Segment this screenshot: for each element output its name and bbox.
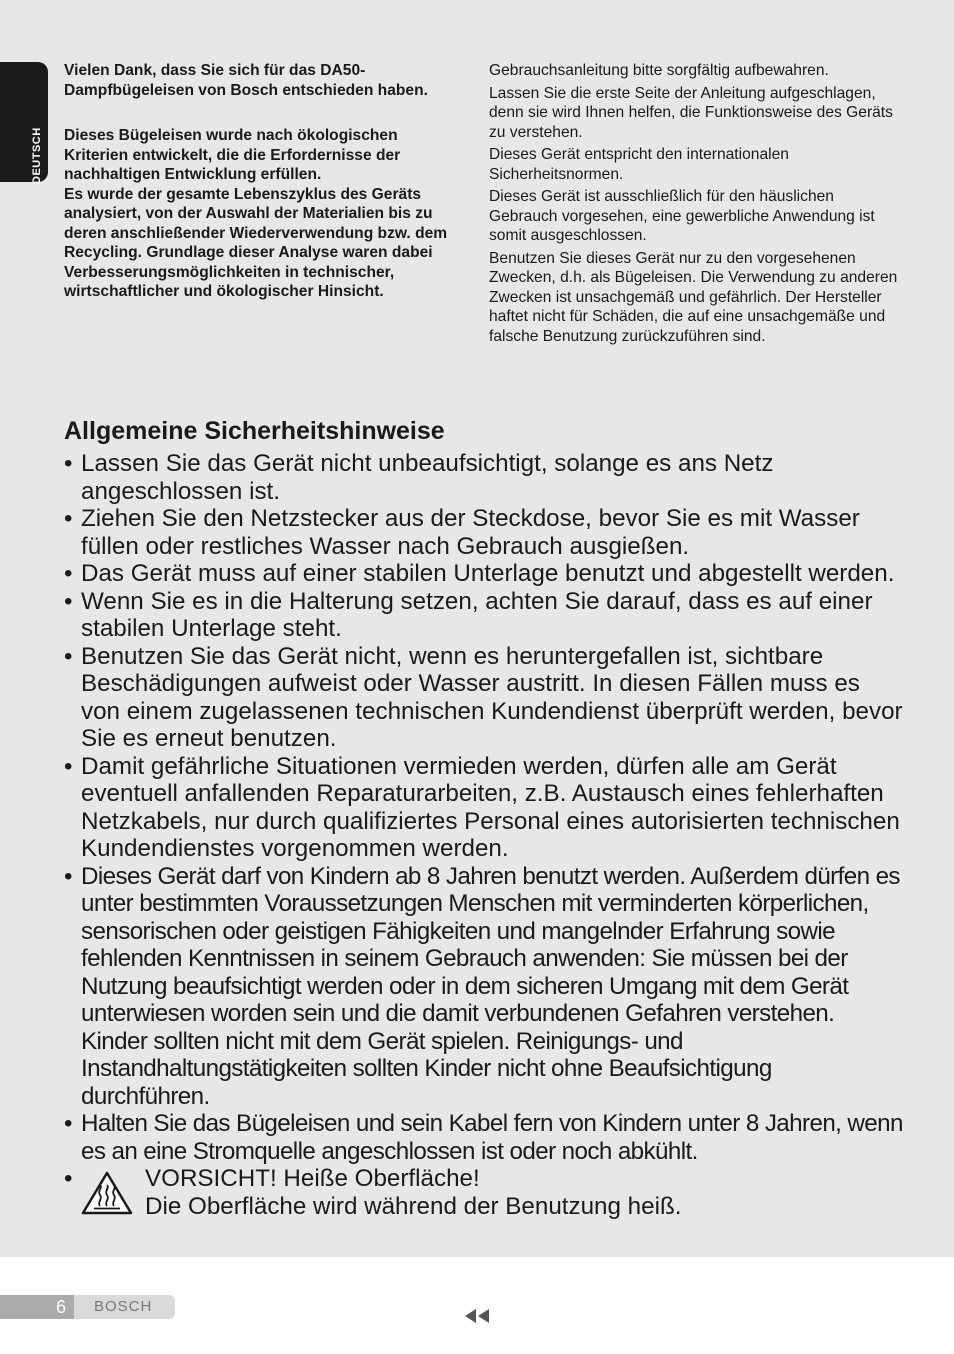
- caution-heading: • VORSICHT! Heiße Oberfläche!: [145, 1165, 480, 1192]
- safety-item: • Damit gefährliche Situationen vermieden werden, dürfen alle am Gerät eventuell anfallenden Reparaturarbeiten, z.B. Austausch eines fehlerhaften Netzkabels, nur durch qualifiziertes Personal eines autorisierten technischen Kundendienstes vorgenommen werden.: [64, 753, 904, 863]
- caution-item: [64, 1165, 904, 1220]
- intro-right-paragraph: Benutzen Sie dieses Gerät nur zu den vorgesehenen Zwecken, d.h. als Bügeleisen. Die Verwendung zu anderen Zwecken ist unsachgemäß und gefährlich. Der Hersteller haftet nicht für Schäden, die auf eine unsachgemäße und falsche Benutzung zurückzuführen sind.: [489, 249, 898, 345]
- page-number: 6: [0, 1295, 74, 1319]
- safety-item: • Lassen Sie das Gerät nicht unbeaufsichtigt, solange es ans Netz angeschlossen ist.: [64, 450, 904, 505]
- language-tab: [0, 62, 48, 182]
- intro-right-paragraph: Dieses Gerät ist ausschließlich für den häuslichen Gebrauch vorgesehen, eine gewerbliche Anwendung ist somit ausgeschlossen.: [489, 188, 875, 244]
- language-tab-label: DEUTSCH: [31, 127, 43, 184]
- safety-item: • Halten Sie das Bügeleisen und sein Kabel fern von Kindern unter 8 Jahren, wenn es an eine Stromquelle angeschlossen ist oder noch abkühlt.: [64, 1110, 904, 1165]
- safety-list: [64, 450, 904, 1220]
- intro-left-column: [64, 61, 464, 302]
- intro-left-paragraph: Es wurde der gesamte Lebenszyklus des Geräts analysiert, von der Auswahl der Materialien bis zu deren anschließender Wiederverwendung bzw. dem Recycling. Grundlage dieser Analyse waren dabei Verbesserungsmöglichkeiten in technischer, wirtschaftlicher und ökologischer Hinsicht.: [64, 185, 448, 300]
- safety-item: • Wenn Sie es in die Halterung setzen, achten Sie darauf, dass es auf einer stabilen Unterlage steht.: [64, 588, 904, 643]
- intro-left-paragraph: Dieses Bügeleisen wurde nach ökologischen Kriterien entwickelt, die die Erfordernisse der nachhaltigen Entwicklung erfüllen.: [64, 127, 401, 183]
- caution-description: Die Oberfläche wird während der Benutzung heiß.: [145, 1192, 682, 1220]
- previous-page-icon[interactable]: [463, 1308, 491, 1324]
- safety-section-title: Allgemeine Sicherheitshinweise: [64, 417, 445, 445]
- intro-right-paragraph: Gebrauchsanleitung bitte sorgfältig aufbewahren.: [489, 62, 829, 79]
- safety-item: • Benutzen Sie das Gerät nicht, wenn es heruntergefallen ist, sichtbare Beschädigungen aufweist oder Wasser austritt. In diesen Fällen muss es von einem zugelassenen technischen Kundendienst überprüft werden, bevor Sie es erneut benutzen.: [64, 643, 904, 753]
- safety-item: • Ziehen Sie den Netzstecker aus der Steckdose, bevor Sie es mit Wasser füllen oder restliches Wasser nach Gebrauch ausgießen.: [64, 505, 904, 560]
- intro-left-paragraph: Vielen Dank, dass Sie sich für das DA50-Dampfbügeleisen von Bosch entschieden haben.: [64, 62, 428, 99]
- safety-item: • Dieses Gerät darf von Kindern ab 8 Jahren benutzt werden. Außerdem dürfen es unter bestimmten Voraussetzungen Menschen mit verminderten körperlichen, sensorischen oder geistigen Fähigkeiten und mangelnder Erfahrung sowie fehlenden Kenntnissen in seinem Gebrauch anwenden: Sie müssen bei der Nutzung beaufsichtigt werden oder in dem sicheren Umgang mit dem Gerät unterwiesen worden sein und die damit verbundenen Gefahren verstehen. Kinder sollten nicht mit dem Gerät spielen. Reinigungs- und Instandhaltungstätigkeiten sollten Kinder nicht ohne Beaufsichtigung durchführen.: [64, 863, 904, 1111]
- brand-name: BOSCH: [94, 1298, 153, 1315]
- intro-right-paragraph: Dieses Gerät entspricht den internationalen Sicherheitsnormen.: [489, 146, 789, 183]
- intro-right-column: [489, 61, 899, 349]
- hot-surface-warning-icon: [81, 1171, 133, 1215]
- caution-text: [145, 1165, 681, 1220]
- intro-right-paragraph: Lassen Sie die erste Seite der Anleitung aufgeschlagen, denn sie wird Ihnen helfen, die Funktionsweise des Geräts zu verstehen.: [489, 84, 893, 141]
- safety-item: • Das Gerät muss auf einer stabilen Unterlage benutzt und abgestellt werden.: [64, 560, 904, 588]
